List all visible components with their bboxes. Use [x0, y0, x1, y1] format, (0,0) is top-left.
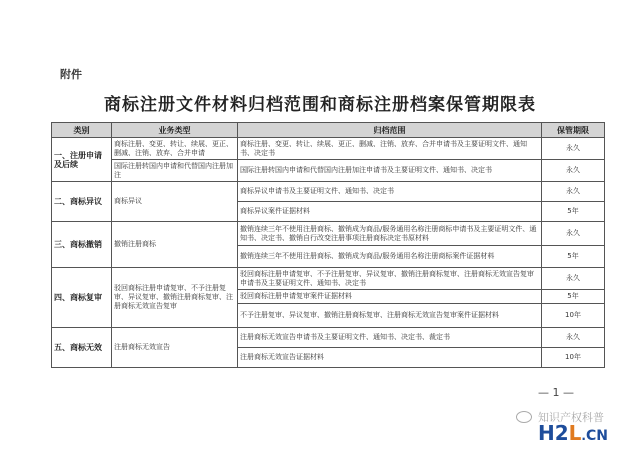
archive-scope-cell: 注册商标无效宣告证据材料 — [238, 348, 542, 368]
retention-period-cell: 永久 — [542, 328, 605, 348]
brand-dot: . — [581, 429, 586, 443]
page-number: — 1 — — [538, 386, 574, 399]
category-cell: 四、商标复审 — [52, 268, 112, 328]
business-type-cell: 撤销注册商标 — [112, 222, 238, 268]
business-type-cell: 商标注册、变更、转让、续展、更正、删减、注销、放弃、合并申请 — [112, 138, 238, 160]
table-row — [52, 268, 605, 290]
archive-scope-cell: 商标异议申请书及主要证明文件、通知书、决定书 — [238, 182, 542, 202]
header-retention-period: 保管期限 — [542, 123, 605, 138]
archive-scope-cell: 撤销连续三年不使用注册商标、撤销成为商品/服务通用名称注册商标申请书及主要证明文件、通知书、决定书、撤销自行改变注册事项注册商标决定书原材料 — [238, 222, 542, 246]
retention-period-cell: 10年 — [542, 304, 605, 328]
header-business-type: 业务类型 — [112, 123, 238, 138]
category-cell: 五、商标无效 — [52, 328, 112, 368]
retention-period-cell: 5年 — [542, 202, 605, 222]
retention-period-cell: 永久 — [542, 182, 605, 202]
header-category: 类别 — [52, 123, 112, 138]
retention-period-cell: 永久 — [542, 268, 605, 290]
retention-table — [51, 122, 605, 368]
archive-scope-cell: 不予注册复审、异议复审、撤销注册商标复审、注册商标无效宣告复审案件证据材料 — [238, 304, 542, 328]
business-type-cell: 商标异议 — [112, 182, 238, 222]
category-cell: 三、商标撤销 — [52, 222, 112, 268]
table-row — [52, 182, 605, 202]
brand-cn: CN — [585, 428, 608, 444]
retention-period-cell: 永久 — [542, 160, 605, 182]
wechat-icon — [516, 411, 532, 423]
archive-scope-cell: 商标注册、变更、转让、续展、更正、删减、注销、放弃、合并申请书及主要证明文件、通知书、决定书 — [238, 138, 542, 160]
archive-scope-cell: 驳回商标注册申请复审案件证据材料 — [238, 290, 542, 304]
business-type-cell: 注册商标无效宣告 — [112, 328, 238, 368]
retention-period-cell: 5年 — [542, 246, 605, 268]
archive-scope-cell: 驳回商标注册申请复审、不予注册复审、异议复审、撤销注册商标复审、注册商标无效宣告复审申请书及主要证明文件、通知书、决定书 — [238, 268, 542, 290]
table-row — [52, 328, 605, 348]
attachment-label: 附件 — [60, 68, 82, 81]
table-row — [52, 160, 605, 182]
category-cell: 一、注册申请及后续 — [52, 138, 112, 182]
header-archive-scope: 归档范围 — [238, 123, 542, 138]
retention-period-cell: 5年 — [542, 290, 605, 304]
table-row — [52, 222, 605, 246]
category-cell: 二、商标异议 — [52, 182, 112, 222]
retention-period-cell: 永久 — [542, 138, 605, 160]
table-header-row — [52, 123, 605, 138]
table-row — [52, 138, 605, 160]
brand-logo — [538, 421, 608, 445]
archive-scope-cell: 商标异议案件证据材料 — [238, 202, 542, 222]
brand-part-h: H — [538, 421, 555, 445]
archive-scope-cell: 注册商标无效宣告申请书及主要证明文件、通知书、决定书、裁定书 — [238, 328, 542, 348]
archive-scope-cell: 国际注册转国内申请和代替国内注册加注申请书及主要证明文件、通知书、决定书 — [238, 160, 542, 182]
retention-period-cell: 10年 — [542, 348, 605, 368]
brand-part-l: L — [568, 421, 582, 445]
document-title: 商标注册文件材料归档范围和商标注册档案保管期限表 — [104, 95, 536, 115]
business-type-cell: 国际注册转国内申请和代替国内注册加注 — [112, 160, 238, 182]
business-type-cell: 驳回商标注册申请复审、不予注册复审、异议复审、撤销注册商标复审、注册商标无效宣告复审 — [112, 268, 238, 328]
brand-part-2: 2 — [554, 421, 569, 445]
archive-scope-cell: 撤销连续三年不使用注册商标、撤销成为商品/服务通用名称注册商标案件证据材料 — [238, 246, 542, 268]
retention-period-cell: 永久 — [542, 222, 605, 246]
watermark-text: 知识产权科普 — [538, 411, 604, 424]
